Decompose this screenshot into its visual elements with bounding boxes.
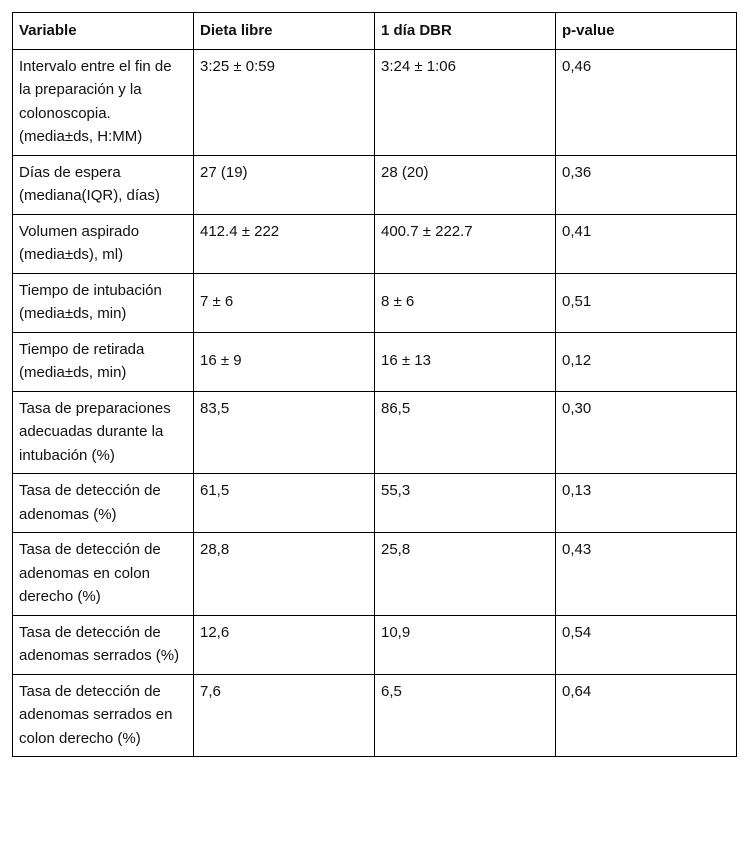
header-dieta-libre: Dieta libre [194, 13, 375, 50]
dbr-cell: 8 ± 6 [375, 273, 556, 332]
dieta-libre-cell: 27 (19) [194, 155, 375, 214]
dieta-libre-cell: 28,8 [194, 533, 375, 616]
dieta-libre-cell: 7 ± 6 [194, 273, 375, 332]
p-value-cell: 0,13 [556, 474, 737, 533]
table-row [13, 533, 737, 616]
p-value-cell: 0,12 [556, 332, 737, 391]
dbr-cell: 6,5 [375, 674, 556, 757]
header-row [13, 13, 737, 50]
header-p-value: p-value [556, 13, 737, 50]
p-value-cell: 0,30 [556, 391, 737, 474]
dieta-libre-cell: 7,6 [194, 674, 375, 757]
dieta-libre-cell: 83,5 [194, 391, 375, 474]
variable-cell: Días de espera (mediana(IQR), días) [13, 155, 194, 214]
table-row [13, 674, 737, 757]
p-value-cell: 0,43 [556, 533, 737, 616]
table-row [13, 273, 737, 332]
results-table [12, 12, 737, 757]
variable-cell: Tasa de detección de adenomas (%) [13, 474, 194, 533]
dieta-libre-cell: 61,5 [194, 474, 375, 533]
dbr-cell: 400.7 ± 222.7 [375, 214, 556, 273]
dbr-cell: 16 ± 13 [375, 332, 556, 391]
dbr-cell: 3:24 ± 1:06 [375, 49, 556, 155]
dbr-cell: 28 (20) [375, 155, 556, 214]
p-value-cell: 0,64 [556, 674, 737, 757]
dieta-libre-cell: 12,6 [194, 615, 375, 674]
header-variable: Variable [13, 13, 194, 50]
table-row [13, 155, 737, 214]
dbr-cell: 86,5 [375, 391, 556, 474]
variable-cell: Volumen aspirado (media±ds), ml) [13, 214, 194, 273]
variable-cell: Tiempo de intubación (media±ds, min) [13, 273, 194, 332]
table-row [13, 391, 737, 474]
table-row [13, 214, 737, 273]
table-row [13, 49, 737, 155]
table-row [13, 474, 737, 533]
p-value-cell: 0,54 [556, 615, 737, 674]
variable-cell: Tasa de detección de adenomas en colon derecho (%) [13, 533, 194, 616]
variable-cell: Tasa de detección de adenomas serrados (%) [13, 615, 194, 674]
p-value-cell: 0,41 [556, 214, 737, 273]
dbr-cell: 55,3 [375, 474, 556, 533]
variable-cell: Tasa de preparaciones adecuadas durante la intubación (%) [13, 391, 194, 474]
dieta-libre-cell: 412.4 ± 222 [194, 214, 375, 273]
variable-cell: Tiempo de retirada (media±ds, min) [13, 332, 194, 391]
variable-cell: Intervalo entre el fin de la preparación y la colonoscopia. (media±ds, H:MM) [13, 49, 194, 155]
table-row [13, 332, 737, 391]
dbr-cell: 25,8 [375, 533, 556, 616]
variable-cell: Tasa de detección de adenomas serrados en colon derecho (%) [13, 674, 194, 757]
header-1-dia-dbr: 1 día DBR [375, 13, 556, 50]
dieta-libre-cell: 3:25 ± 0:59 [194, 49, 375, 155]
p-value-cell: 0,46 [556, 49, 737, 155]
p-value-cell: 0,36 [556, 155, 737, 214]
p-value-cell: 0,51 [556, 273, 737, 332]
dieta-libre-cell: 16 ± 9 [194, 332, 375, 391]
dbr-cell: 10,9 [375, 615, 556, 674]
table-row [13, 615, 737, 674]
